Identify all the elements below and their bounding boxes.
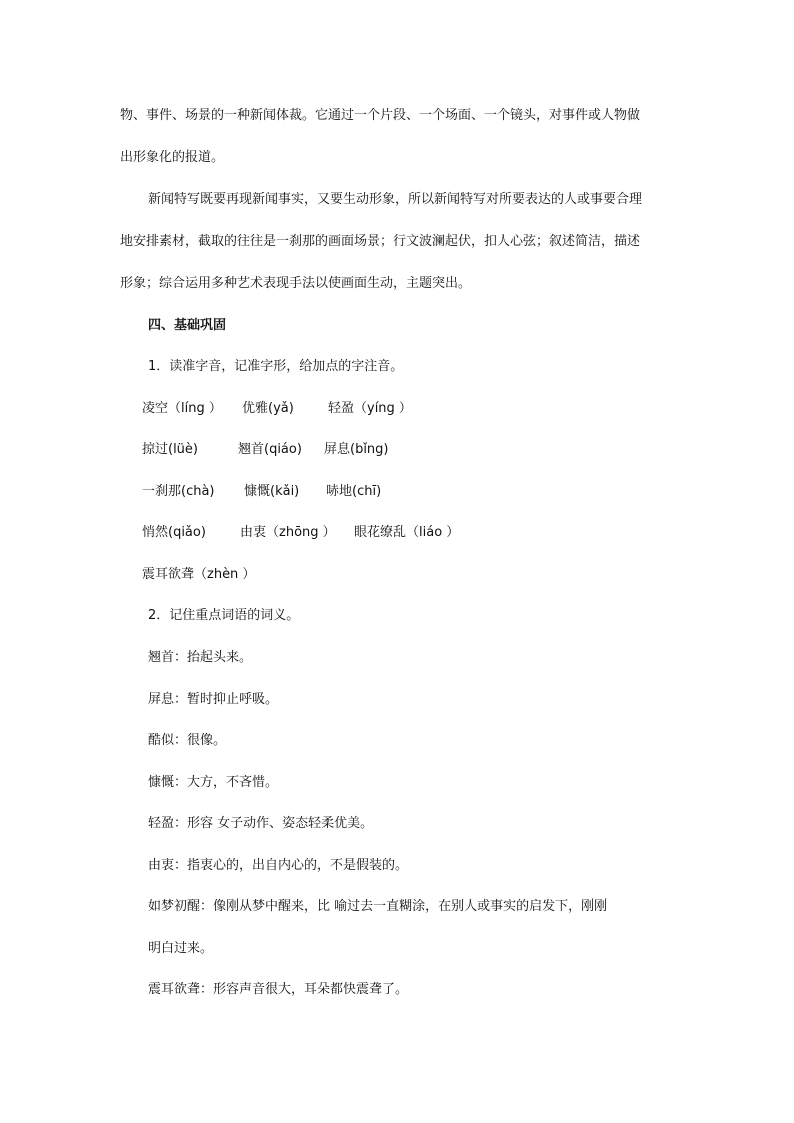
pinyin-item: 凌空（líng ）	[142, 401, 222, 416]
paragraph-1-line-1: 物、事件、场景的一种新闻体裁。它通过一个片段、一个场面、一个镜头，对事件或人物做	[120, 108, 641, 123]
paragraph-2-line-3: 形象；综合运用多种艺术表现手法以使画面生动，主题突出。	[120, 276, 472, 291]
definition-item: 震耳欲聋：形容声音很大，耳朵都快震聋了。	[148, 982, 409, 997]
question-2-title: 2．记住重点词语的词义。	[148, 608, 300, 623]
definition-item: 轻盈：形容 女子动作、姿态轻柔优美。	[148, 816, 374, 831]
definition-item-continued: 明白过来。	[148, 941, 214, 956]
pinyin-item: 一刹那(chà)	[142, 484, 215, 499]
pinyin-item: 震耳欲聋（zhèn ）	[142, 567, 256, 582]
pinyin-item: 优雅(yǎ)	[242, 401, 294, 416]
paragraph-1-line-2: 出形象化的报道。	[120, 150, 225, 165]
definition-item: 由衷：指衷心的，出自内心的，不是假装的。	[148, 858, 409, 873]
paragraph-2-line-1: 新闻特写既要再现新闻事实，又要生动形象，所以新闻特写对所要表达的人或事要合理	[148, 192, 643, 207]
pinyin-item: 哧地(chī)	[326, 484, 382, 499]
definition-item: 翘首：抬起头来。	[148, 650, 253, 665]
pinyin-item: 屏息(bǐng)	[324, 442, 389, 457]
paragraph-2-line-2: 地安排素材，截取的往往是一刹那的画面场景；行文波澜起伏，扣人心弦；叙述简洁，描述	[120, 234, 641, 249]
question-1-title: 1．读准字音，记准字形，给加点的字注音。	[148, 359, 404, 374]
pinyin-item: 翘首(qiáo)	[238, 442, 302, 457]
pinyin-item: 由衷（zhōng ）	[240, 525, 336, 540]
definition-item: 屏息：暂时抑止呼吸。	[148, 692, 279, 707]
pinyin-item: 眼花缭乱（liáo ）	[354, 525, 460, 540]
pinyin-item: 悄然(qiǎo)	[142, 525, 206, 540]
definition-item: 酷似：很像。	[148, 733, 227, 748]
section-heading: 四、基础巩固	[148, 318, 227, 333]
pinyin-item: 轻盈（yíng ）	[328, 401, 412, 416]
pinyin-item: 掠过(lüè)	[142, 442, 198, 457]
definition-item: 如梦初醒：像刚从梦中醒来，比 喻过去一直糊涂，在别人或事实的启发下，刚刚	[148, 899, 608, 914]
definition-item: 慷慨：大方，不吝惜。	[148, 775, 279, 790]
pinyin-item: 慷慨(kǎi)	[244, 484, 300, 499]
